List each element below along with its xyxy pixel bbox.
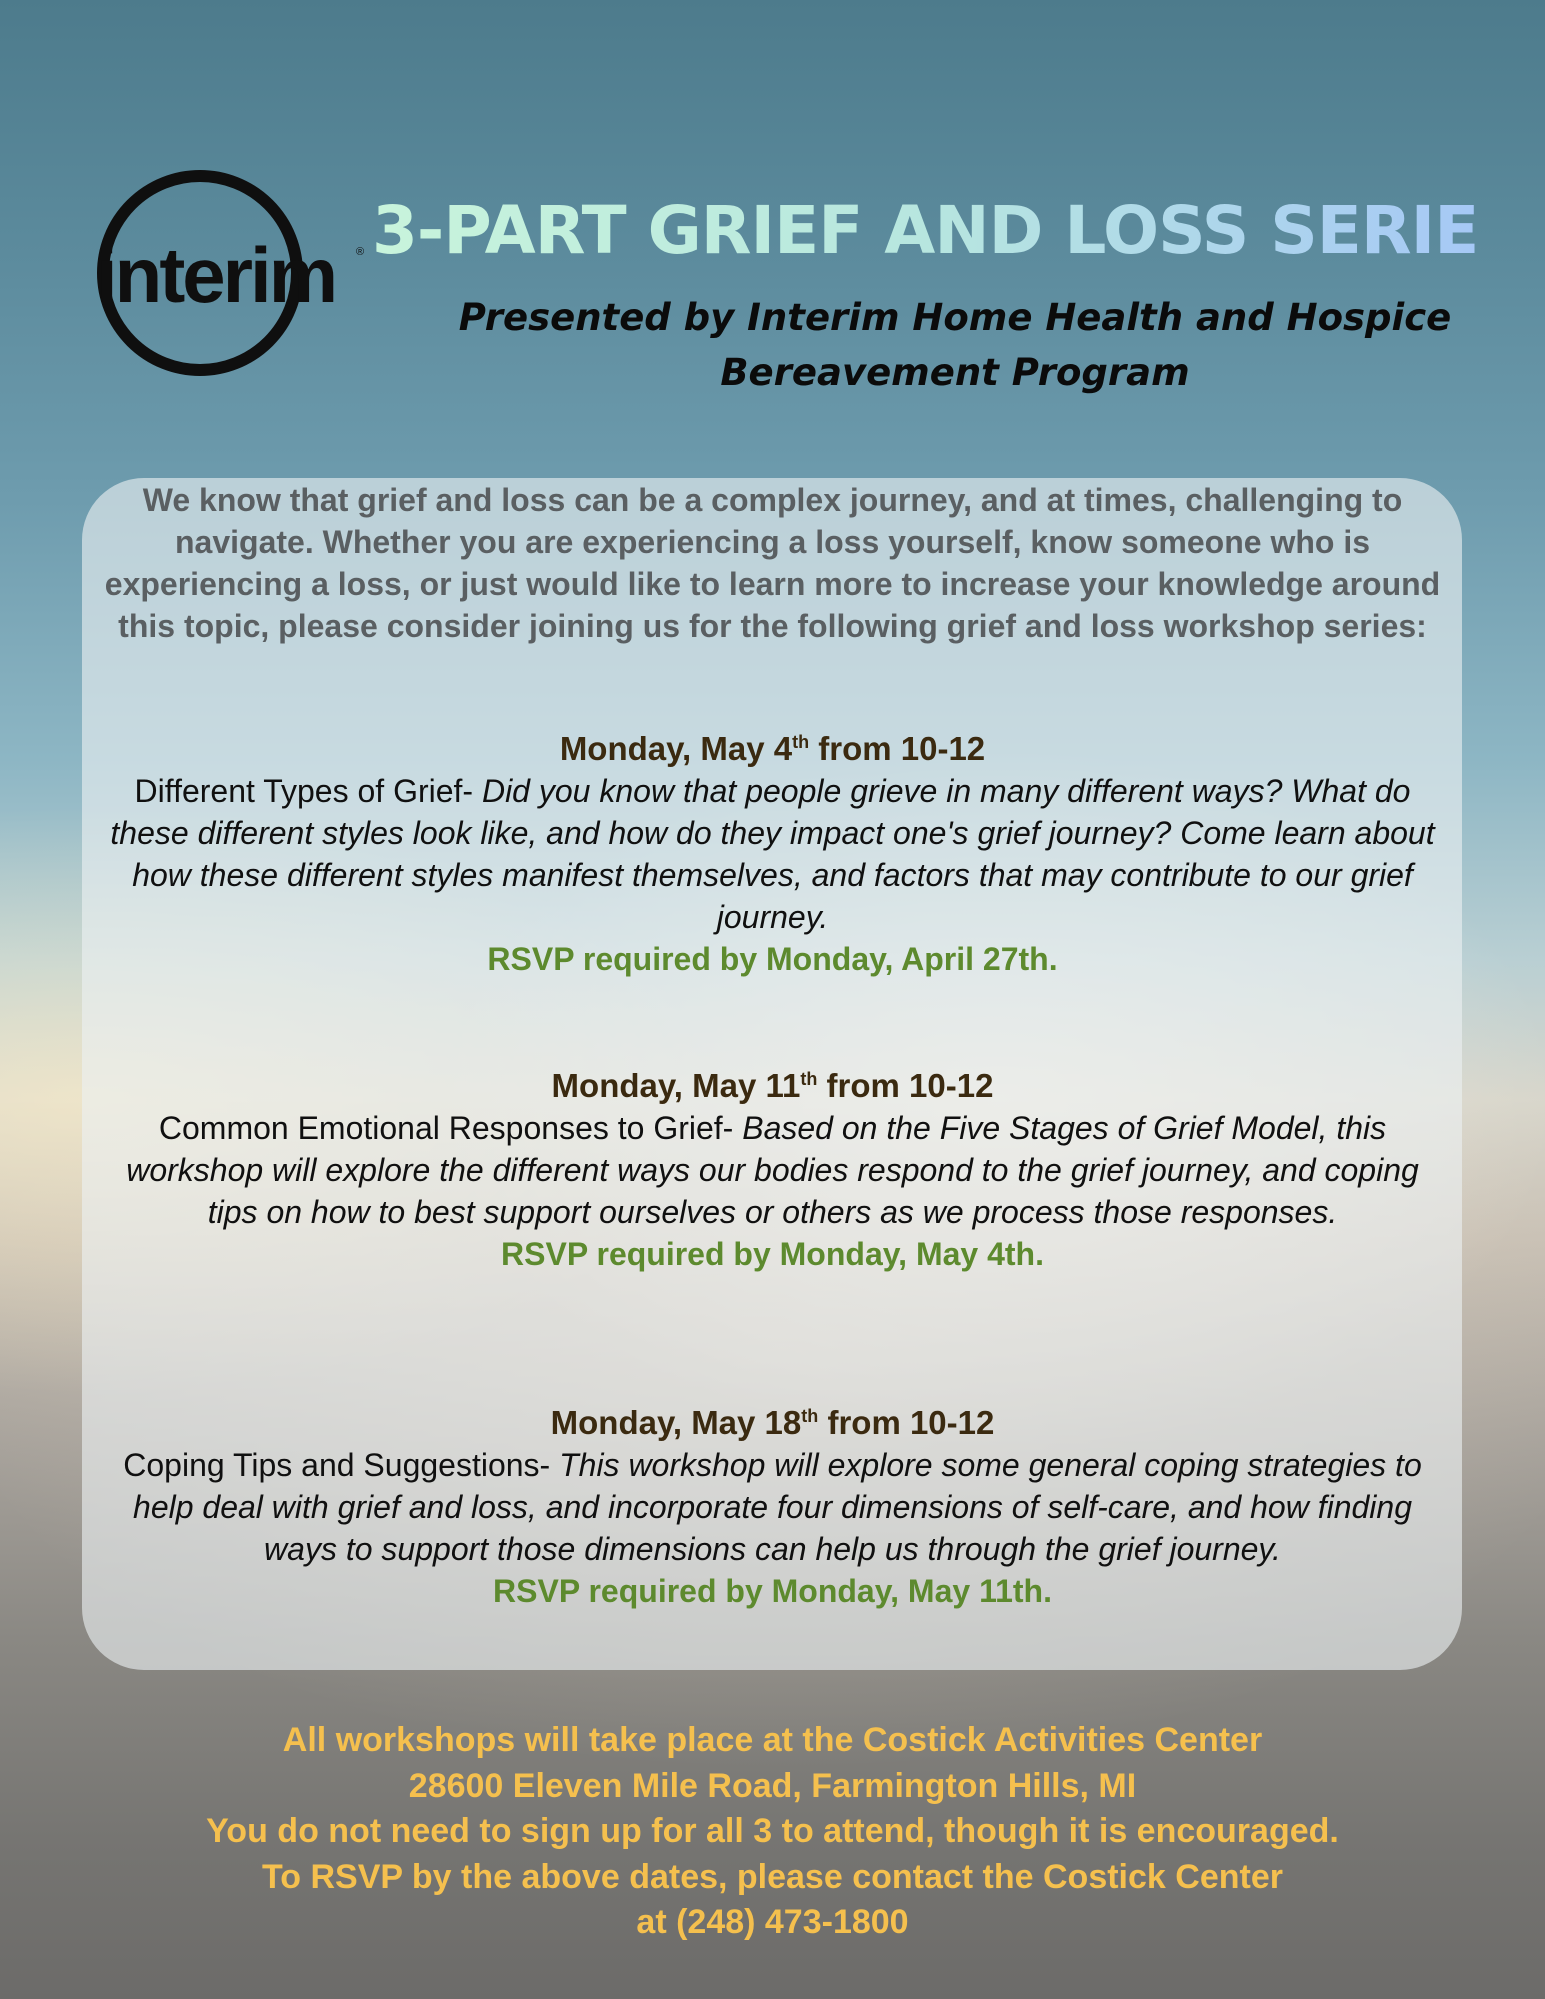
interim-logo (92, 170, 367, 378)
session-date-suffix: th (800, 1069, 818, 1089)
session-time: from 10-12 (809, 730, 986, 767)
session-description (100, 1444, 1445, 1570)
session-description-body: This workshop will explore some general coping strategies to help deal with grief and loss, and incorporate four dimensions of self-care, and how finding ways to support those dimensions can help us through the grief journey. (133, 1447, 1422, 1567)
registered-mark: ® (356, 246, 365, 258)
session-date (100, 1402, 1445, 1444)
rsvp-deadline: RSVP required by Monday, May 11th. (493, 1573, 1052, 1609)
session-time: from 10-12 (818, 1404, 995, 1441)
session-1 (100, 728, 1445, 980)
session-description (100, 1107, 1445, 1233)
footer-note: You do not need to sign up for all 3 to attend, though it is encouraged. (206, 1812, 1339, 1850)
location-footer (60, 1718, 1485, 1946)
session-time: from 10-12 (817, 1067, 994, 1104)
footer-address: 28600 Eleven Mile Road, Farmington Hills, MI (408, 1766, 1137, 1805)
footer-venue: All workshops will take place at the Costick Activities Center (282, 1721, 1263, 1759)
session-date-text: Monday, May 18 (550, 1404, 802, 1441)
session-date-suffix: th (792, 732, 810, 752)
session-date (100, 728, 1445, 770)
session-3 (100, 1402, 1445, 1612)
session-description-body: Based on the Five Stages of Grief Model, this workshop will explore the different ways our bodies respond to the grief journey, and coping tips on how to best support ourselves or others as we process those responses. (126, 1110, 1419, 1230)
session-topic: Different Types of Grief- (134, 773, 482, 809)
session-date-text: Monday, May 4 (559, 730, 793, 767)
footer-contact: To RSVP by the above dates, please contact the Costick Center (262, 1857, 1283, 1896)
session-topic: Common Emotional Responses to Grief- (158, 1110, 743, 1146)
intro-paragraph: We know that grief and loss can be a complex journey, and at times, challenging to navigate. Whether you are experiencing a loss yourself, know someone who is experiencing a loss, or just would like to learn more to increase your knowledge around this topic, please consider joining us for the following grief and loss workshop series: (104, 482, 1441, 644)
rsvp-deadline: RSVP required by Monday, May 4th. (501, 1236, 1044, 1272)
session-topic: Coping Tips and Suggestions- (123, 1447, 560, 1483)
session-date-text: Monday, May 11 (551, 1067, 801, 1104)
page-title: 3-PART GRIEF AND LOSS SERIES (372, 192, 1525, 269)
session-date-suffix: th (801, 1406, 819, 1426)
session-date (100, 1065, 1445, 1107)
rsvp-deadline: RSVP required by Monday, April 27th. (487, 941, 1058, 977)
page-subtitle: Presented by Interim Home Health and Hospice Bereavement Program (458, 296, 1452, 394)
session-description-body: Did you know that people grieve in many different ways? What do these different styles look like, and how do they impact one's grief journey? Come learn about how these different styles manifest themselves, and factors that may contribute to our grief journey. (110, 773, 1435, 935)
footer-phone: at (248) 473-1800 (636, 1903, 909, 1941)
session-description (100, 770, 1445, 938)
logo-wordmark: interim (92, 236, 339, 314)
session-2 (100, 1065, 1445, 1275)
